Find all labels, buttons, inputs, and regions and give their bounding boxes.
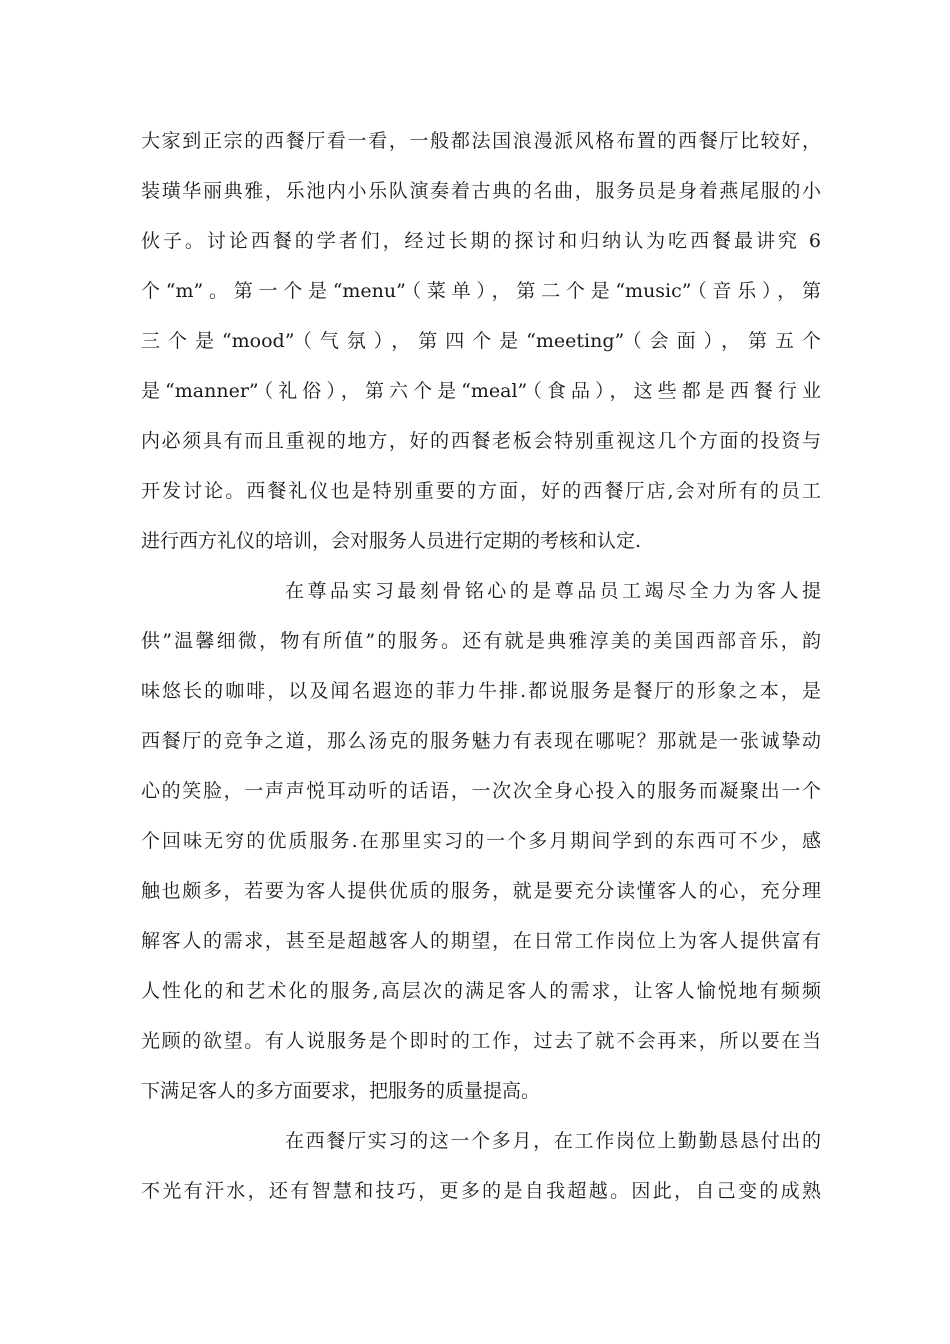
paragraph-line: 进行西方礼仪的培训，会对服务人员进行定期的考核和认定. [141, 530, 642, 552]
paragraph-line: 下满足客人的多方面要求，把服务的质量提高。 [141, 1080, 541, 1102]
paragraph-line: 内必须具有而且重视的地方，好的西餐老板会特别重视这几个方面的投资与 [141, 430, 821, 452]
paragraph-line: 开发讨论。西餐礼仪也是特别重要的方面，好的西餐厅店,会对所有的员工 [141, 480, 821, 502]
paragraph-line: 伙子。讨论西餐的学者们，经过长期的探讨和归纳认为吃西餐最讲究 6 [141, 230, 821, 252]
paragraph-line: 三个是“mood”（气氛），第四个是“meeting”（会面），第五个 [141, 330, 821, 352]
paragraph-line: 在西餐厅实习的这一个多月，在工作岗位上勤勤恳恳付出的 [285, 1130, 821, 1152]
paragraph-line: 西餐厅的竞争之道，那么汤克的服务魅力有表现在哪呢？那就是一张诚挚动 [141, 730, 821, 752]
paragraph-2 [141, 566, 821, 1116]
document-body [141, 116, 821, 1216]
paragraph-line: 供”温馨细微，物有所值”的服务。还有就是典雅淳美的美国西部音乐，韵 [141, 630, 821, 652]
paragraph-line: 心的笑脸，一声声悦耳动听的话语，一次次全身心投入的服务而凝聚出一个 [141, 780, 821, 802]
paragraph-line: 解客人的需求，甚至是超越客人的期望，在日常工作岗位上为客人提供富有 [141, 930, 821, 952]
paragraph-3 [141, 1116, 821, 1216]
paragraph-line: 是“manner”（礼俗），第六个是“meal”（食品），这些都是西餐行业 [141, 380, 821, 402]
paragraph-line: 大家到正宗的西餐厅看一看，一般都法国浪漫派风格布置的西餐厅比较好， [141, 130, 821, 152]
paragraph-line: 光顾的欲望。有人说服务是个即时的工作，过去了就不会再来，所以要在当 [141, 1030, 821, 1052]
paragraph-line: 个回味无穷的优质服务.在那里实习的一个多月期间学到的东西可不少，感 [141, 830, 821, 852]
paragraph-1 [141, 116, 821, 566]
paragraph-line: 个“m”。第一个是“menu”（菜单），第二个是“music”（音乐），第 [141, 280, 821, 302]
paragraph-line: 装璜华丽典雅，乐池内小乐队演奏着古典的名曲，服务员是身着燕尾服的小 [141, 180, 821, 202]
paragraph-line: 味悠长的咖啡，以及闻名遐迩的菲力牛排.都说服务是餐厅的形象之本，是 [141, 680, 821, 702]
paragraph-line: 在尊品实习最刻骨铭心的是尊品员工竭尽全力为客人提 [285, 580, 821, 602]
paragraph-line: 人性化的和艺术化的服务,高层次的满足客人的需求，让客人愉悦地有频频 [141, 980, 821, 1002]
paragraph-line: 不光有汗水，还有智慧和技巧，更多的是自我超越。因此，自己变的成熟 [141, 1180, 821, 1202]
paragraph-line: 触也颇多，若要为客人提供优质的服务，就是要充分读懂客人的心，充分理 [141, 880, 821, 902]
